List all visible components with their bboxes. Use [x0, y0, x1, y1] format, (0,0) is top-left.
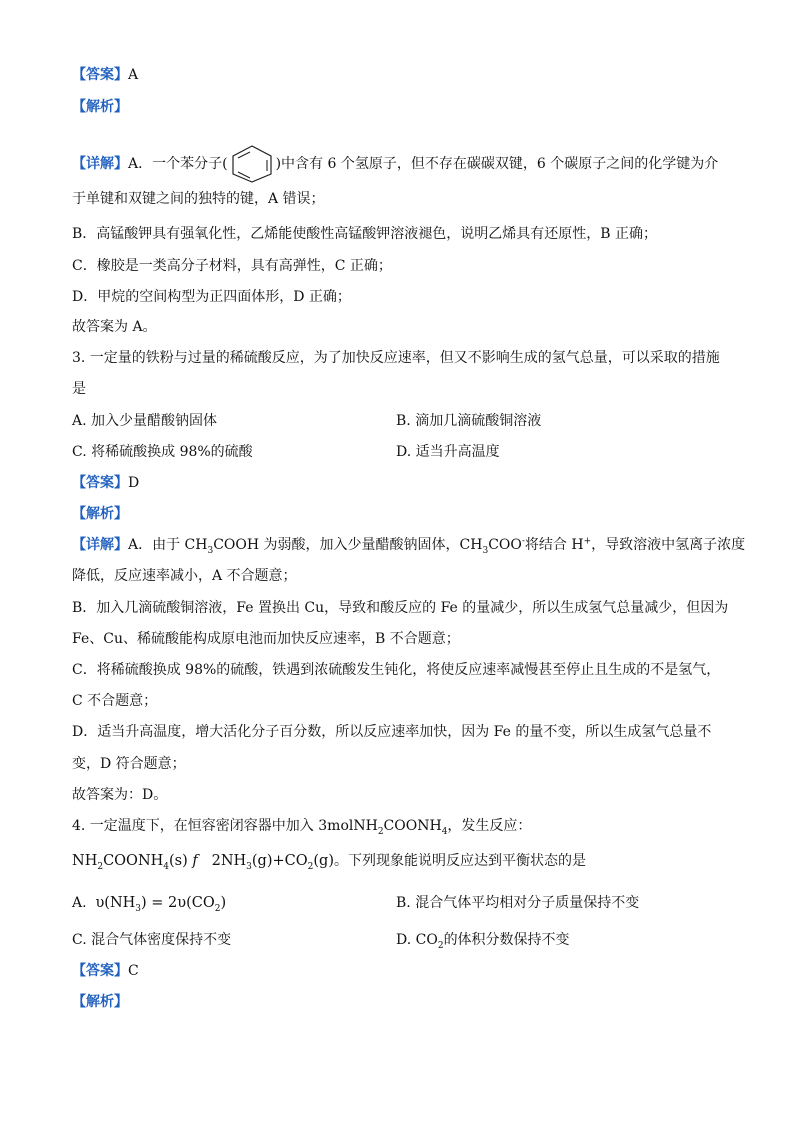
option-label: A. — [72, 895, 87, 911]
q3-conclusion: 故答案为：D。 — [72, 787, 168, 803]
q3-option-b: B. 滴加几滴硫酸铜溶液 — [396, 413, 542, 429]
answer-tag: 【答案】 — [72, 67, 128, 83]
detail-text: )中含有 6 个氢原子，但不存在碳碳双键，6 个碳原子之间的化学键为介 — [275, 156, 719, 172]
q4-option-b: B. 混合气体平均相对分子质量保持不变 — [396, 895, 640, 911]
detail-text: ，导致溶液中氢离子浓度 — [591, 537, 746, 553]
subscript: 3 — [207, 545, 214, 556]
analysis-tag: 【解析】 — [72, 99, 128, 115]
detail-text: A．由于 CH — [128, 537, 208, 553]
detail-text: A．一个苯分子( — [128, 156, 228, 172]
q3-stem-line2: 是 — [72, 381, 86, 397]
q3-detail-a-line1 — [72, 535, 745, 555]
q4-analysis-tag — [72, 992, 128, 1012]
equation-text: CO — [284, 853, 308, 869]
q4-option-d — [396, 930, 570, 950]
q3-option-a: A. 加入少量醋酸钠固体 — [72, 413, 218, 429]
stem-text: 。下列现象能说明反应达到平衡状态的是 — [333, 853, 586, 869]
subscript: 3 — [246, 861, 252, 872]
answer-tag: 【答案】 — [72, 963, 128, 979]
equation-text: (g) — [251, 853, 273, 869]
q2-detail-a-line1 — [72, 144, 718, 184]
q3-analysis-tag — [72, 504, 128, 524]
q3-detail-c-line1: C．将稀硫酸换成 98%的硫酸，铁遇到浓硫酸发生钝化，将使反应速率减慢甚至停止且生成的不是氢气， — [72, 662, 721, 678]
q4-equation-line — [72, 851, 586, 871]
q2-analysis-tag — [72, 97, 128, 117]
subscript: 2 — [97, 861, 104, 872]
answer-value: D — [128, 475, 140, 491]
stem-text: ，发生反应： — [447, 818, 532, 834]
q3-detail-d-line2: 变，D 符合题意； — [72, 756, 186, 772]
equation-text: (g) — [313, 853, 334, 869]
answer-value: C — [128, 963, 139, 979]
q3-detail-b-line1: B．加入几滴硫酸铜溶液，Fe 置换出 Cu，导致和酸反应的 Fe 的量减少，所以生成氢气总量减少，但因为 — [72, 600, 729, 616]
equation-text: NH — [72, 853, 98, 869]
q3-option-d: D. 适当升高温度 — [396, 444, 500, 460]
subscript: 2 — [437, 940, 444, 951]
q4-answer-line — [72, 961, 139, 981]
q3-detail-d-line1: D．适当升高温度，增大活化分子百分数，所以反应速率加快，因为 Fe 的量不变，所以生成氢气总量不 — [72, 724, 712, 740]
equation-symbol: f — [192, 853, 198, 869]
superscript: - — [521, 536, 525, 547]
superscript: + — [583, 536, 592, 547]
detail-tag: 【详解】 — [72, 537, 128, 553]
q3-stem-line1: 3. 一定量的铁粉与过量的稀硫酸反应，为了加快反应速率，但又不影响生成的氢气总量，可以采取的措施 — [72, 350, 720, 366]
subscript: 4 — [441, 826, 448, 837]
stem-text: COONH — [383, 818, 442, 834]
detail-text: COOH 为弱酸，加入少量醋酸钠固体，CH — [213, 537, 483, 553]
analysis-tag: 【解析】 — [72, 506, 128, 522]
q4-option-c: C. 混合气体密度保持不变 — [72, 932, 232, 948]
q2-detail-b: B．高锰酸钾具有强氧化性，乙烯能使酸性高锰酸钾溶液褪色，说明乙烯具有还原性，B 正确； — [72, 226, 658, 242]
analysis-tag: 【解析】 — [72, 994, 128, 1010]
equation-text: + — [272, 853, 285, 869]
option-text: ) — [220, 895, 227, 911]
q2-conclusion: 故答案为 A。 — [72, 319, 157, 335]
detail-text: 将结合 H — [524, 537, 584, 553]
q3-option-c: C. 将稀硫酸换成 98%的硫酸 — [72, 444, 253, 460]
equation-text: 2NH — [211, 853, 247, 869]
q3-detail-b-line2: Fe、Cu、稀硫酸能构成原电池而加快反应速率，B 不合题意； — [72, 631, 460, 647]
subscript: 2 — [214, 903, 221, 914]
detail-tag: 【详解】 — [72, 156, 128, 172]
answer-value: A — [128, 67, 139, 83]
q4-stem-line1 — [72, 816, 531, 836]
q2-detail-a-line2: 于单键和双键之间的独特的键，A 错误； — [72, 191, 325, 207]
q4-option-a — [72, 893, 226, 913]
equation-text: COONH — [103, 853, 164, 869]
stem-text: 4. 一定温度下，在恒容密闭容器中加入 3molNH — [72, 818, 378, 834]
subscript: 4 — [163, 861, 170, 872]
q2-answer-line — [72, 65, 138, 85]
subscript: 3 — [482, 545, 489, 556]
equation-text: (s) — [169, 853, 188, 869]
benzene-structure-icon — [226, 144, 278, 184]
q2-detail-c: C．橡胶是一类高分子材料，具有高弹性，C 正确； — [72, 258, 392, 274]
detail-text: COO — [488, 537, 522, 553]
option-text: 的体积分数保持不变 — [443, 932, 570, 948]
option-text: D. CO — [396, 932, 438, 948]
subscript: 3 — [135, 903, 142, 914]
option-text: υ(NH — [95, 895, 136, 911]
q3-detail-c-line2: C 不合题意； — [72, 693, 158, 709]
option-text: ) = 2υ(CO — [141, 895, 215, 911]
q3-detail-a-line2: 降低，反应速率减小，A 不合题意； — [72, 568, 297, 584]
subscript: 2 — [307, 861, 314, 872]
answer-tag: 【答案】 — [72, 475, 128, 491]
q2-detail-d: D．甲烷的空间构型为正四面体形，D 正确； — [72, 289, 351, 305]
subscript: 2 — [377, 826, 384, 837]
q3-answer-line — [72, 473, 139, 493]
